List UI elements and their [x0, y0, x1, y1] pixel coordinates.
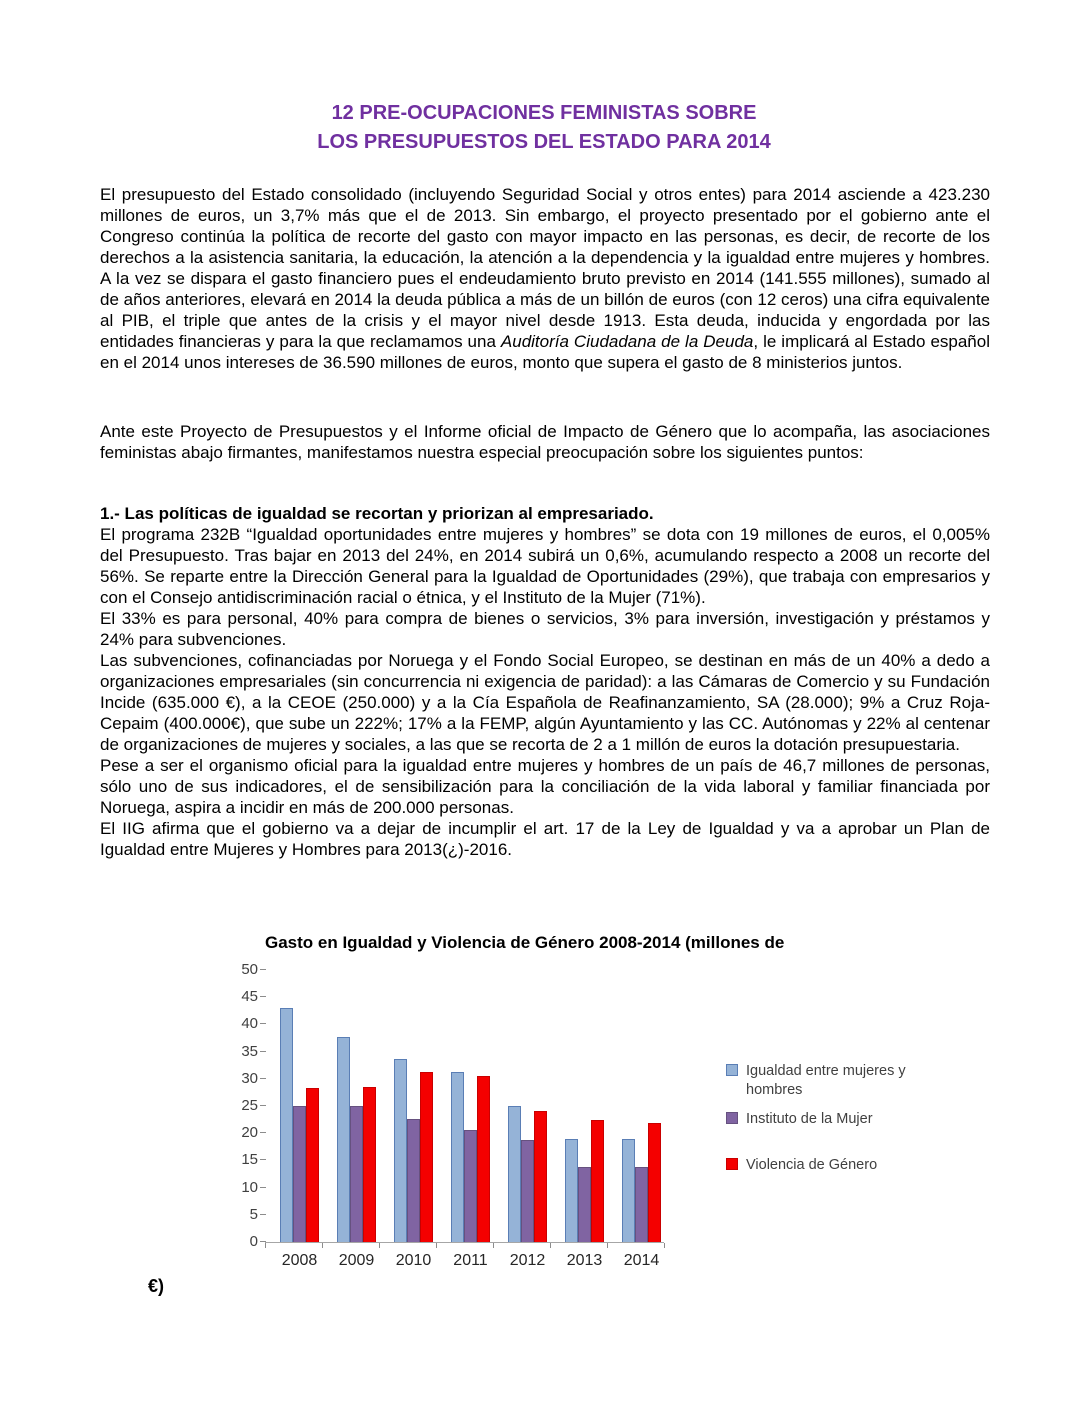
y-axis-tick-label: 15	[241, 1151, 258, 1169]
x-axis-tick	[493, 1243, 494, 1248]
legend-item	[726, 1062, 936, 1100]
y-axis-tick	[260, 1105, 266, 1106]
y-axis-tick-label: 20	[241, 1124, 258, 1142]
legend-item	[726, 1110, 873, 1129]
bar-igualdad-entre-mujeres-y-hombres-2011	[451, 1072, 464, 1242]
legend-swatch-icon	[726, 1158, 738, 1170]
bar-violencia-de-g-nero-2008	[306, 1088, 319, 1242]
chart-legend	[726, 1062, 976, 1192]
section-1-paragraph: El IIG afirma que el gobierno va a dejar de incumplir el art. 17 de la Ley de Igualdad y va a aprobar un Plan de Igualdad entre Mujeres y Hombres para 2013(¿)-2016.	[100, 819, 990, 859]
x-axis-tick	[265, 1243, 266, 1248]
bar-igualdad-entre-mujeres-y-hombres-2012	[508, 1106, 521, 1242]
y-axis-tick-label: 5	[249, 1205, 258, 1223]
document-title-line2: LOS PRESUPUESTOS DEL ESTADO PARA 2014	[317, 131, 771, 153]
paragraph-text: El presupuesto del Estado consolidado (incluyendo Seguridad Social y otros entes) para 2014 asciende a 423.230 millones de euros, un 3,7% más que el de 2013. Sin embargo, el proyecto presentado por el gobierno ante el Congreso continúa la política de recorte del gasto con mayor impacto en las personas, es decir, de recorte de los derechos a la asistencia sanitaria, la educación, la atención a la dependencia y la igualdad entre mujeres y hombres. A la vez se dispara el gasto financiero pues el endeudamiento bruto previsto en 2014 (141.555 millones), sumado al de años anteriores, elevará en 2014 la deuda pública a más de un billón de euros (con 12 ceros) una cifra equivalente al PIB, el triple que antes de la crisis y el mayor nivel desde 1913. Esta deuda, inducida y engordada por las entidades financieras y para la que reclamamos una	[100, 185, 990, 351]
x-axis-tick	[322, 1243, 323, 1248]
legend-label: Instituto de la Mujer	[746, 1111, 873, 1127]
y-axis-tick	[260, 1214, 266, 1215]
bar-instituto-de-la-mujer-2010	[407, 1119, 420, 1242]
section-1-heading: 1.- Las políticas de igualdad se recortan y priorizan al empresariado.	[100, 504, 654, 523]
bar-igualdad-entre-mujeres-y-hombres-2010	[394, 1059, 407, 1242]
chart-title-overflow: €)	[148, 1276, 165, 1296]
legend-label: Violencia de Género	[746, 1157, 878, 1173]
bar-violencia-de-g-nero-2013	[591, 1120, 604, 1242]
italic-phrase-auditoria: Auditoría Ciudadana de la Deuda	[500, 332, 754, 351]
bar-violencia-de-g-nero-2014	[648, 1123, 661, 1242]
section-1-paragraph: El 33% es para personal, 40% para compra de bienes o servicios, 3% para inversión, investigación y préstamos y 24% para subvenciones.	[100, 609, 990, 649]
y-axis-tick-label: 50	[241, 961, 258, 978]
legend-swatch-icon	[726, 1112, 738, 1124]
section-1-paragraph: Pese a ser el organismo oficial para la igualdad entre mujeres y hombres de un país de 46,7 millones de personas, sólo uno de sus indicadores, el de sensibilización para la conciliación de la vida laboral y familiar financiada por Noruega, aspira a incidir en más de 200.000 personas.	[100, 756, 990, 817]
legend-label: Igualdad entre mujeres y hombres	[746, 1063, 906, 1098]
chart-title: Gasto en Igualdad y Violencia de Género 2008-2014 (millones de	[265, 933, 785, 952]
bar-igualdad-entre-mujeres-y-hombres-2013	[565, 1139, 578, 1242]
y-axis-tick	[260, 1051, 266, 1052]
bar-violencia-de-g-nero-2010	[420, 1072, 433, 1242]
section-1-paragraph: El programa 232B “Igualdad oportunidades entre mujeres y hombres” se dota con 19 millones de euros, el 0,005% del Presupuesto. Tras bajar en 2013 del 24%, en 2014 subirá un 0,6%, acumulando respecto a 2008 un recorte del 56%. Se reparte entre la Dirección General para la Igualdad de Oportunidades (29%), que trabaja con empresarios y con el Consejo antidiscriminación racial o étnica, y el Instituto de la Mujer (71%).	[100, 525, 990, 607]
x-axis-tick	[550, 1243, 551, 1248]
y-axis-tick	[260, 996, 266, 997]
x-axis-label: 2010	[395, 1252, 432, 1269]
y-axis-tick-label: 35	[241, 1042, 258, 1060]
x-axis-label: 2012	[509, 1252, 546, 1269]
y-axis-tick	[260, 1023, 266, 1024]
x-axis-tick	[436, 1243, 437, 1248]
section-1-paragraph: Las subvenciones, cofinanciadas por Noruega y el Fondo Social Europeo, se destinan en más de un 40% a dedo a organizaciones empresariales (sin concurrencia ni exigencia de paridad): a las Cámaras de Comercio y su Fundación Incide (635.000 €), a la CEOE (250.000) y a la Cía Española de Reafinanzamiento, SA (28.000); 9% a Cruz Roja-Cepaim (400.000€), que sube un 222%; 17% a la FEMP, algún Ayuntamiento y las CC. Autónomas y 22% al centenar de organizaciones de mujeres y sociales, a las que se recorta de 2 a 1 millón de euros la dotación presupuestaria.	[100, 651, 990, 754]
chart-plot-area	[241, 961, 664, 1269]
y-axis-tick	[260, 1159, 266, 1160]
bar-instituto-de-la-mujer-2011	[464, 1130, 477, 1242]
y-axis-tick	[260, 1132, 266, 1133]
bar-instituto-de-la-mujer-2013	[578, 1167, 591, 1242]
x-axis-label: 2008	[281, 1252, 318, 1269]
y-axis-tick-label: 25	[241, 1097, 258, 1114]
paragraph-intro-points: Ante este Proyecto de Presupuestos y el Informe oficial de Impacto de Género que lo acompaña, las asociaciones feministas abajo firmantes, manifestamos nuestra especial preocupación sobre los siguientes puntos:	[100, 422, 990, 462]
bar-instituto-de-la-mujer-2008	[293, 1106, 306, 1242]
y-axis-tick-label: 10	[241, 1178, 258, 1196]
document-title-line1: 12 PRE-OCUPACIONES FEMINISTAS SOBRE	[331, 102, 757, 124]
y-axis-tick-label: 45	[241, 988, 258, 1006]
x-axis-label: 2013	[566, 1252, 603, 1269]
bar-violencia-de-g-nero-2012	[534, 1111, 547, 1242]
y-axis-tick	[260, 969, 266, 970]
bar-instituto-de-la-mujer-2012	[521, 1140, 534, 1242]
y-axis-tick-label: 0	[249, 1233, 258, 1250]
y-axis-tick	[260, 1187, 266, 1188]
y-axis-tick-label: 40	[241, 1015, 258, 1033]
document-title	[0, 99, 1088, 157]
bar-instituto-de-la-mujer-2009	[350, 1106, 363, 1242]
x-axis-label: 2014	[623, 1252, 660, 1269]
x-axis-tick	[379, 1243, 380, 1248]
section-1	[100, 503, 990, 860]
bar-igualdad-entre-mujeres-y-hombres-2008	[280, 1008, 293, 1242]
x-axis-label: 2011	[453, 1252, 488, 1269]
bar-instituto-de-la-mujer-2014	[635, 1167, 648, 1242]
x-axis-tick	[607, 1243, 608, 1248]
legend-item	[726, 1156, 877, 1175]
paragraph-text: , le implicará al Estado español en el 2014 unos intereses de 36.590 millones de euros, monto que supera el gasto de 8 ministerios juntos.	[100, 332, 990, 372]
x-axis-label: 2009	[338, 1252, 375, 1269]
bar-violencia-de-g-nero-2009	[363, 1087, 376, 1242]
y-axis-tick-label: 30	[241, 1069, 258, 1087]
bar-igualdad-entre-mujeres-y-hombres-2014	[622, 1139, 635, 1242]
paragraph-budget-overview	[100, 184, 990, 373]
legend-swatch-icon	[726, 1064, 738, 1076]
bar-igualdad-entre-mujeres-y-hombres-2009	[337, 1037, 350, 1242]
y-axis-tick	[260, 1241, 266, 1242]
y-axis-tick	[260, 1078, 266, 1079]
bar-violencia-de-g-nero-2011	[477, 1076, 490, 1242]
x-axis-tick	[664, 1243, 665, 1248]
